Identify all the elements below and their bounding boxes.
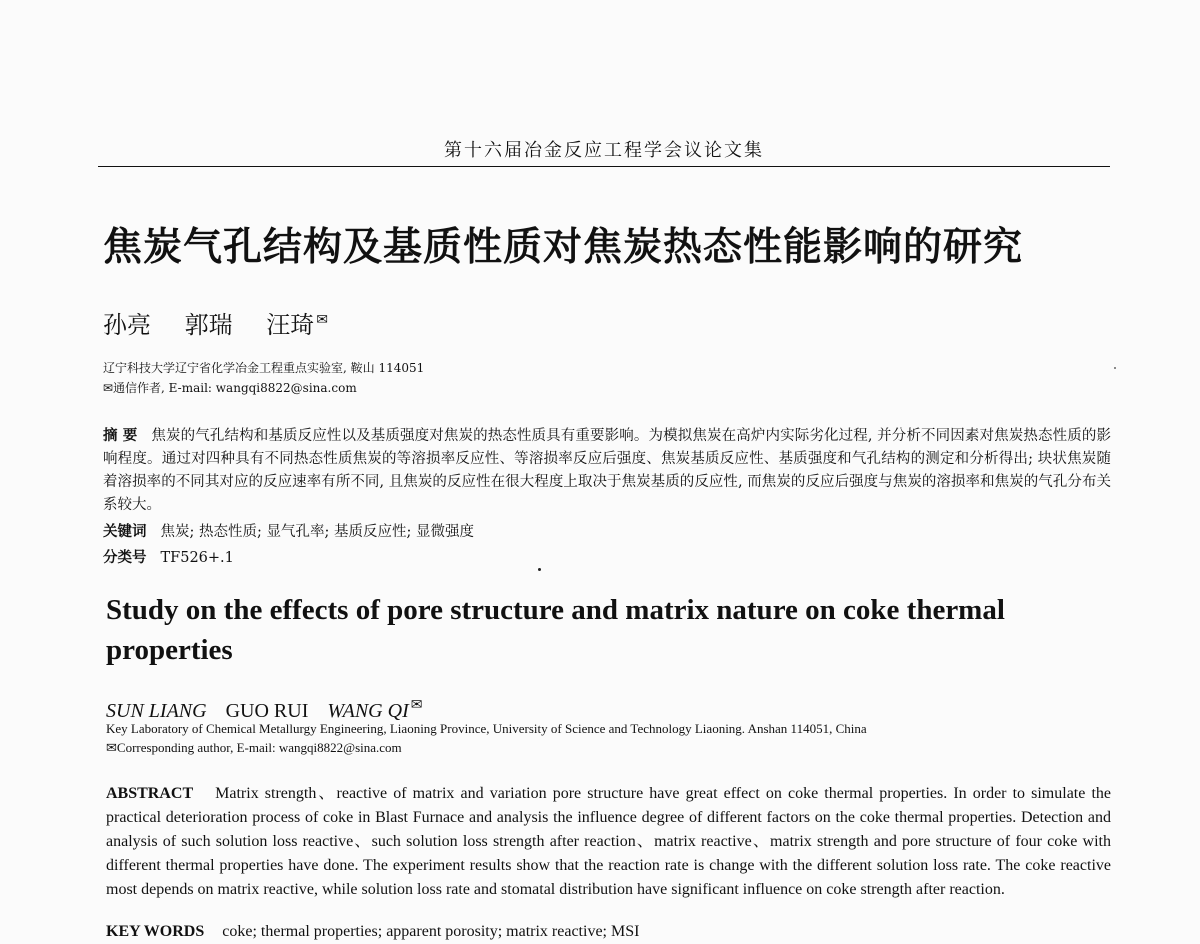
paper-title-en: Study on the effects of pore structure and matrix nature on coke thermal properties <box>106 594 1005 666</box>
authors-cn <box>103 300 380 345</box>
affiliation-en-block <box>106 719 1111 757</box>
abstract-en <box>106 782 1111 902</box>
contact-cn: ✉通信作者, E-mail: wangqi8822@sina.com <box>103 381 357 395</box>
affiliation-cn-block <box>103 358 1103 398</box>
author-en-3-name: WANG QI <box>327 699 409 722</box>
paper-title-cn: 焦炭气孔结构及基质性质对焦炭热态性能影响的研究 <box>103 225 1024 270</box>
envelope-icon: ✉ <box>316 312 329 328</box>
author-cn-1: 孙亮 <box>103 311 151 339</box>
affiliation-en: Key Laboratory of Chemical Metallurgy Engineering, Liaoning Province, University of Science and Technology Liaoning. Anshan 114051, China <box>106 721 867 736</box>
abstract-cn <box>103 424 1111 517</box>
scan-speck-2 <box>1114 367 1116 369</box>
affiliation-cn: 辽宁科技大学辽宁省化学冶金工程重点实验室, 鞍山 114051 <box>103 361 425 375</box>
keywords-cn-text: 焦炭; 热态性质; 显气孔率; 基质反应性; 显微强度 <box>160 524 474 540</box>
classification-cn-label: 分类号 <box>103 549 147 566</box>
author-en-1: SUN LIANG <box>106 699 207 722</box>
author-cn-3-name: 汪琦 <box>266 311 315 339</box>
classification-cn-text: TF526+.1 <box>160 550 234 566</box>
author-cn-2: 郭瑞 <box>184 311 233 339</box>
abstract-cn-label: 摘 要 <box>103 427 138 444</box>
keywords-cn <box>103 520 1103 544</box>
envelope-icon-en: ✉ <box>410 698 423 713</box>
running-header <box>98 136 1110 167</box>
keywords-en <box>106 920 1111 944</box>
abstract-cn-text: 焦炭的气孔结构和基质反应性以及基质强度对焦炭的热态性质具有重要影响。为模拟焦炭在高炉内实际劣化过程, 并分析不同因素对焦炭热态性质的影响程度。通过对四种具有不同热态性质焦炭的等溶损率反应性、等溶损率反应后强度、焦炭基质反应性、基质强度和气孔结构的测定和分析得出; 块状焦炭随着溶损率的不同其对应的反应速率有所不同, 且焦炭的反应性在很大程度上取决于焦炭基质的反应性, 而焦炭的反应后强度与焦炭的溶损率和焦炭的气孔分布关系较大。 <box>103 428 1111 513</box>
keywords-en-text: coke; thermal properties; apparent porosity; matrix reactive; MSI <box>222 923 640 940</box>
keywords-cn-label: 关键词 <box>103 523 147 540</box>
contact-en: ✉Corresponding author, E-mail: wangqi8822@sina.com <box>106 740 402 755</box>
author-cn-3 <box>266 311 354 339</box>
keywords-en-label: KEY WORDS <box>106 923 205 940</box>
running-header-title: 第十六届冶金反应工程学会议论文集 <box>444 140 764 161</box>
scan-speck <box>538 568 541 571</box>
abstract-en-label: ABSTRACT <box>106 785 194 802</box>
author-en-2: GUO RUI <box>225 699 309 722</box>
abstract-en-text: Matrix strength、reactive of matrix and variation pore structure have great effect on coke thermal properties. In order to simulate the practical deterioration process of coke in Blast Furnace and analysis the influence degree of different factors on the coke thermal properties. Detection and analysis of such solution loss reactive、such solution loss strength after reaction、matrix reactive、matrix strength and pore structure of four coke with different thermal properties have done. The experiment results show that the reaction rate is change with the different solution loss rate. The coke reactive most depends on matrix reactive, while solution loss rate and stomatal distribution have significant influence on coke strength after reaction. <box>106 785 1111 898</box>
classification-cn <box>103 546 1103 570</box>
